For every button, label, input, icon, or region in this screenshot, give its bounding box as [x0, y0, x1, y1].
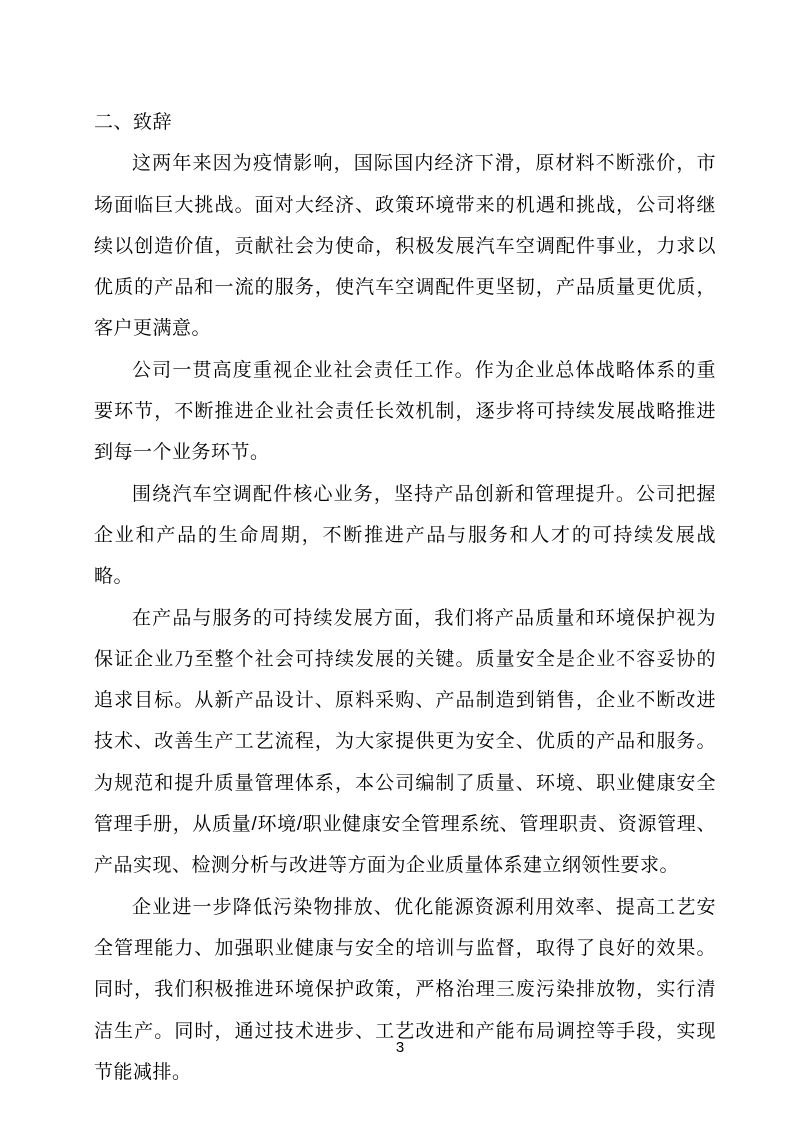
- document-body: [94, 102, 716, 1093]
- paragraph-2: 公司一贯高度重视企业社会责任工作。作为企业总体战略体系的重要环节，不断推进企业社会责任长效机制，逐步将可持续发展战略推进到每一个业务环节。: [94, 359, 716, 464]
- paragraph-4: 在产品与服务的可持续发展方面，我们将产品质量和环境保护视为保证企业乃至整个社会可持续发展的关键。质量安全是企业不容妥协的追求目标。从新产品设计、原料采购、产品制造到销售，企业不断改进技术、改善生产工艺流程，为大家提供更为安全、优质的产品和服务。为规范和提升质量管理体系，本公司编制了质量、环境、职业健康安全管理手册，从质量/环境/职业健康安全管理系统、管理职责、资源管理、产品实现、检测分析与改进等方面为企业质量体系建立纲领性要求。: [94, 607, 716, 877]
- paragraph-3: 围绕汽车空调配件核心业务，坚持产品创新和管理提升。公司把握企业和产品的生命周期，不断推进产品与服务和人才的可持续发展战略。: [94, 483, 716, 588]
- page-number: 3: [395, 1039, 405, 1056]
- paragraph-1: 这两年来因为疫情影响，国际国内经济下滑，原材料不断涨价，市场面临巨大挑战。面对大经济、政策环境带来的机遇和挑战，公司将继续以创造价值，贡献社会为使命，积极发展汽车空调配件事业，力求以优质的产品和一流的服务，使汽车空调配件更坚韧，产品质量更优质，客户更满意。: [94, 153, 716, 340]
- section-heading: 二、致辞: [94, 112, 173, 133]
- paragraph-5: 企业进一步降低污染物排放、优化能源资源利用效率、提高工艺安全管理能力、加强职业健康与安全的培训与监督，取得了良好的效果。同时，我们积极推进环境保护政策，严格治理三废污染排放物，实行清洁生产。同时，通过技术进步、工艺改进和产能布局调控等手段，实现节能减排。: [94, 896, 716, 1083]
